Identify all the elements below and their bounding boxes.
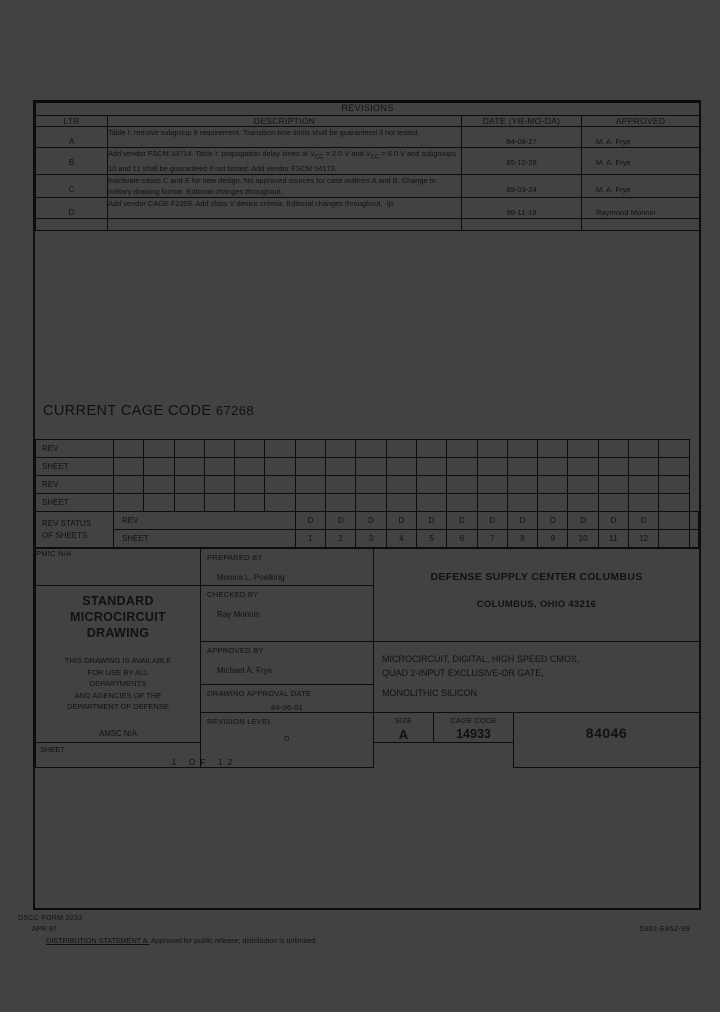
drawing-description bbox=[374, 642, 699, 700]
rev-status-rev-row bbox=[36, 512, 699, 530]
sheet-number-value: 9 bbox=[538, 530, 568, 548]
rev-sheet-empty-cell bbox=[507, 440, 537, 458]
table-row bbox=[36, 148, 700, 175]
rev-sheet-empty-cell bbox=[235, 476, 265, 494]
rev-sheet-empty-cell bbox=[659, 494, 689, 512]
sheet-number-value: 11 bbox=[598, 530, 628, 548]
rev-status-line2: OF SHEETS bbox=[42, 530, 88, 540]
sheet-number-value: 12 bbox=[629, 530, 659, 548]
rev-sheet-empty-cell bbox=[295, 458, 325, 476]
empty-cell bbox=[462, 219, 582, 231]
rev-sheet-empty-cell bbox=[447, 458, 477, 476]
sheet-number-value: 7 bbox=[477, 530, 507, 548]
rev-sheet-empty-cell bbox=[235, 494, 265, 512]
amsc-value: AMSC N/A bbox=[99, 728, 137, 738]
rev-sheet-empty-cell bbox=[507, 476, 537, 494]
revision-description: Add vendor CAGE F2359. Add class V device criteria. Editorial changes throughout. -ljs bbox=[108, 198, 462, 219]
rev-sheet-empty-cell bbox=[295, 494, 325, 512]
rev-sheet-empty-cell bbox=[598, 440, 628, 458]
rev-sheet-empty-cell bbox=[295, 476, 325, 494]
vcc-subscript: CC bbox=[370, 154, 380, 161]
rev-sheet-empty-cell bbox=[204, 476, 234, 494]
approval-date-value: 84-06-01 bbox=[271, 703, 303, 713]
availability-line4: AND AGENCIES OF THE bbox=[74, 690, 162, 700]
rev-status-value: D bbox=[356, 512, 386, 530]
rev-sheet-empty-cell bbox=[538, 494, 568, 512]
smd-title-line1: STANDARD bbox=[82, 594, 154, 609]
rev-sheet-empty-cell bbox=[326, 440, 356, 458]
smd-title-line3: DRAWING bbox=[86, 626, 150, 641]
rev-sheet-empty-cell bbox=[326, 476, 356, 494]
rev-status-value: D bbox=[538, 512, 568, 530]
revision-letter: B bbox=[36, 148, 108, 175]
form-number: DSCC FORM 2233 bbox=[18, 913, 83, 922]
sheet-number-value: 2 bbox=[326, 530, 356, 548]
sheet-number-value: 6 bbox=[447, 530, 477, 548]
rev-sheet-empty-cell bbox=[356, 476, 386, 494]
agency-name: DEFENSE SUPPLY CENTER COLUMBUS bbox=[430, 571, 643, 584]
rev-sheet-empty-cell bbox=[326, 494, 356, 512]
rev-sheet-empty-cell bbox=[265, 476, 295, 494]
sheet-number-value: 5 bbox=[416, 530, 446, 548]
distribution-statement bbox=[18, 934, 702, 946]
rev-sheet-empty-cell bbox=[235, 458, 265, 476]
sheet-row-label: SHEET bbox=[114, 530, 296, 548]
rev-sheet-empty-cell bbox=[114, 476, 144, 494]
rev-sheet-empty-cell bbox=[659, 440, 689, 458]
rev-sheet-empty-cell bbox=[265, 494, 295, 512]
rev-sheet-empty-cell bbox=[144, 476, 174, 494]
rev-sheet-row-label: SHEET bbox=[36, 458, 114, 476]
page-footer bbox=[18, 912, 702, 946]
rev-status-sheet-row bbox=[36, 530, 699, 548]
approval-date-label: DRAWING APPROVAL DATE bbox=[207, 689, 312, 699]
rev-sheet-blank-row bbox=[36, 476, 699, 494]
approval-date-cell bbox=[201, 685, 374, 713]
approved-by-name: Michael A. Frye bbox=[217, 666, 273, 676]
col-header-date: DATE (YR-MO-DA) bbox=[462, 116, 582, 127]
checked-by-label: CHECKED BY bbox=[207, 590, 259, 600]
desc-line2: QUAD 2-INPUT EXCLUSIVE-OR GATE, bbox=[382, 668, 544, 679]
revision-description-mid: = 2.0 V and V bbox=[323, 149, 371, 158]
revision-date: 89-03-24 bbox=[462, 175, 582, 198]
rev-status-line1: REV STATUS bbox=[42, 518, 92, 528]
sheet-label: SHEET bbox=[40, 745, 65, 755]
prepared-by-name: Monica L. Poelking bbox=[217, 573, 285, 583]
availability-line2: FOR USE BY ALL bbox=[87, 667, 149, 677]
cage-code-cell bbox=[434, 713, 514, 743]
rev-sheet-empty-cell bbox=[659, 476, 689, 494]
rev-status-value: D bbox=[477, 512, 507, 530]
pmic-cell: PMIC N/A bbox=[36, 549, 201, 586]
table-row bbox=[36, 127, 700, 148]
document-code: 5962-E452-99 bbox=[639, 924, 690, 933]
prepared-by-cell bbox=[201, 549, 374, 586]
current-cage-code bbox=[43, 403, 254, 419]
rev-sheet-empty-cell bbox=[326, 458, 356, 476]
rev-sheet-empty-cell bbox=[174, 476, 204, 494]
cage-code-value: 14933 bbox=[456, 727, 491, 742]
rev-status-value: D bbox=[568, 512, 598, 530]
revision-date: 99-11-19 bbox=[462, 198, 582, 219]
sheet-number-value: 3 bbox=[356, 530, 386, 548]
rev-sheet-empty-cell bbox=[295, 440, 325, 458]
rev-sheet-empty-cell bbox=[598, 458, 628, 476]
desc-line3: MONOLITHIC SILICON bbox=[382, 688, 478, 699]
empty-cell bbox=[108, 219, 462, 231]
rev-sheet-empty-cell bbox=[568, 476, 598, 494]
rev-sheet-row-label: REV bbox=[36, 440, 114, 458]
title-block-row-1 bbox=[36, 549, 700, 586]
revision-approved: M. A. Frye bbox=[582, 127, 700, 148]
rev-sheet-empty-cell bbox=[174, 440, 204, 458]
form-date: APR 97 bbox=[32, 924, 57, 933]
availability-line1: THIS DRAWING IS AVAILABLE bbox=[64, 656, 172, 666]
rev-sheet-empty-cell bbox=[204, 458, 234, 476]
col-header-approved: APPROVED bbox=[582, 116, 700, 127]
rev-sheet-empty-cell bbox=[568, 494, 598, 512]
table-row bbox=[36, 175, 700, 198]
rev-status-value: D bbox=[386, 512, 416, 530]
rev-sheet-blank-row bbox=[36, 440, 699, 458]
availability-notice bbox=[36, 641, 200, 713]
rev-sheet-empty-cell bbox=[386, 494, 416, 512]
revision-description-post: = 6.0 V and subgroups 10 and 11 shall be guaranteed if not tested. Add vendor FSCM 04173. bbox=[108, 149, 456, 174]
rev-sheet-blank-row bbox=[36, 494, 699, 512]
rev-sheet-empty-cell bbox=[568, 440, 598, 458]
rev-sheet-empty-cell bbox=[447, 440, 477, 458]
rev-sheet-empty-cell bbox=[356, 440, 386, 458]
rev-status-value-empty bbox=[659, 512, 689, 530]
rev-sheet-empty-cell bbox=[144, 494, 174, 512]
revision-level-label: REVISION LEVEL bbox=[207, 717, 272, 727]
sheet-number-value: 8 bbox=[507, 530, 537, 548]
rev-sheet-empty-cell bbox=[659, 458, 689, 476]
rev-sheet-empty-cell bbox=[507, 494, 537, 512]
rev-sheet-empty-cell bbox=[386, 476, 416, 494]
smd-title bbox=[36, 586, 200, 641]
desc-spacer bbox=[382, 680, 699, 686]
revision-approved: M. A. Frye bbox=[582, 148, 700, 175]
size-label: SIZE bbox=[394, 716, 413, 726]
rev-sheet-empty-cell bbox=[477, 440, 507, 458]
rev-sheet-empty-cell bbox=[265, 458, 295, 476]
rev-sheet-empty-cell bbox=[477, 494, 507, 512]
rev-sheet-empty-cell bbox=[538, 476, 568, 494]
checked-by-cell bbox=[201, 586, 374, 642]
revision-description-pre: Add vendor FSCM 18714. Table I: propagation delay times at V bbox=[108, 149, 315, 158]
rev-sheet-empty-cell bbox=[416, 458, 446, 476]
drawing-number-cell bbox=[514, 713, 700, 768]
agency-location: COLUMBUS, OHIO 43216 bbox=[476, 599, 597, 611]
rev-sheet-empty-cell bbox=[477, 458, 507, 476]
rev-sheet-empty-cell bbox=[265, 440, 295, 458]
rev-sheet-empty-cell bbox=[144, 440, 174, 458]
distribution-statement-heading: DISTRIBUTION STATEMENT A. bbox=[46, 936, 150, 945]
empty-cell bbox=[36, 219, 108, 231]
revision-approved: Raymond Monnin bbox=[582, 198, 700, 219]
rev-sheet-empty-cell bbox=[204, 494, 234, 512]
table-row bbox=[36, 198, 700, 219]
vcc-subscript: CC bbox=[314, 154, 324, 161]
approved-by-label: APPROVED BY bbox=[207, 646, 264, 656]
revisions-title-row bbox=[36, 103, 700, 116]
rev-sheet-empty-cell bbox=[174, 494, 204, 512]
rev-status-value: D bbox=[629, 512, 659, 530]
rev-sheet-empty-cell bbox=[629, 458, 659, 476]
rev-sheet-empty-cell bbox=[507, 458, 537, 476]
cage-code-area bbox=[35, 231, 699, 439]
rev-sheet-empty-cell bbox=[356, 494, 386, 512]
rev-sheet-empty-cell bbox=[629, 440, 659, 458]
revisions-table bbox=[35, 102, 700, 231]
rev-sheet-empty-cell bbox=[356, 458, 386, 476]
rev-sheet-empty-cell bbox=[114, 458, 144, 476]
rev-sheet-empty-cell bbox=[598, 494, 628, 512]
size-cell bbox=[374, 713, 434, 743]
rev-sheet-row-label: SHEET bbox=[36, 494, 114, 512]
rev-sheet-empty-cell bbox=[477, 476, 507, 494]
rev-sheet-empty-cell bbox=[538, 440, 568, 458]
sheet-cell bbox=[36, 743, 374, 768]
col-header-description: DESCRIPTION bbox=[108, 116, 462, 127]
sheet-number-value: 4 bbox=[386, 530, 416, 548]
agency-cell bbox=[374, 549, 700, 642]
rev-sheet-blank-row bbox=[36, 458, 699, 476]
current-cage-code-value: 67268 bbox=[215, 403, 255, 419]
rev-sheet-empty-cell bbox=[204, 440, 234, 458]
availability-line3: DEPARTMENTS bbox=[89, 679, 147, 689]
rev-sheet-empty-cell bbox=[235, 440, 265, 458]
rev-status-label bbox=[36, 512, 114, 548]
revision-description bbox=[108, 148, 462, 175]
title-block bbox=[35, 548, 700, 768]
revision-date: 85-10-28 bbox=[462, 148, 582, 175]
revision-letter: A bbox=[36, 127, 108, 148]
rev-sheet-empty-cell bbox=[629, 494, 659, 512]
rev-sheet-empty-cell bbox=[114, 494, 144, 512]
rev-status-value: D bbox=[598, 512, 628, 530]
sheet-value: 1 OF 12 bbox=[171, 757, 238, 768]
sheet-number-value: 1 bbox=[295, 530, 325, 548]
drawing-description-cell bbox=[374, 642, 700, 713]
rev-sheet-empty-cell bbox=[538, 458, 568, 476]
col-header-ltr: LTR bbox=[36, 116, 108, 127]
revisions-header-row bbox=[36, 116, 700, 127]
rev-sheet-empty-cell bbox=[416, 476, 446, 494]
sheet-number-value: 10 bbox=[568, 530, 598, 548]
revision-description: Inactivate cases C and E for new design. No approved sources for case outlines A and B. Change to military drawing format. Editorial changes throughout. bbox=[108, 175, 462, 198]
sheet-number-value-empty bbox=[659, 530, 689, 548]
desc-line1: MICROCIRCUIT, DIGITAL, HIGH SPEED CMOS, bbox=[382, 654, 580, 665]
revision-letter: C bbox=[36, 175, 108, 198]
rev-sheet-empty-cell bbox=[568, 458, 598, 476]
cage-code-label: CAGE CODE bbox=[450, 716, 497, 726]
rev-status-grid bbox=[35, 439, 699, 548]
rev-sheet-row-label: REV bbox=[36, 476, 114, 494]
empty-cell bbox=[582, 219, 700, 231]
rev-status-value: D bbox=[447, 512, 477, 530]
rev-sheet-empty-cell bbox=[598, 476, 628, 494]
smd-and-availability-cell bbox=[36, 586, 201, 743]
sheet-number-value-empty bbox=[689, 530, 698, 548]
revisions-title: REVISIONS bbox=[36, 103, 700, 116]
rev-sheet-empty-cell bbox=[629, 476, 659, 494]
rev-sheet-empty-cell bbox=[144, 458, 174, 476]
table-row-empty bbox=[36, 219, 700, 231]
rev-sheet-empty-cell bbox=[447, 476, 477, 494]
rev-sheet-empty-cell bbox=[416, 494, 446, 512]
rev-sheet-empty-cell bbox=[386, 458, 416, 476]
revision-description: Table I: remove subgroup 8 requirement. Transition time limits shall be guaranteed if not tested. bbox=[108, 127, 462, 148]
distribution-statement-text: Approved for public release; distribution is unlimited. bbox=[151, 936, 318, 945]
approved-by-cell bbox=[201, 642, 374, 685]
drawing-number: 84046 bbox=[585, 725, 628, 742]
revision-letter: D bbox=[36, 198, 108, 219]
rev-status-value-empty bbox=[689, 512, 698, 530]
rev-sheet-empty-cell bbox=[447, 494, 477, 512]
revision-approved: M. A. Frye bbox=[582, 175, 700, 198]
rev-status-value: D bbox=[295, 512, 325, 530]
rev-sheet-empty-cell bbox=[114, 440, 144, 458]
drawing-frame bbox=[33, 100, 701, 910]
revision-date: 84-08-27 bbox=[462, 127, 582, 148]
prepared-by-label: PREPARED BY bbox=[207, 553, 263, 563]
checked-by-name: Ray Monnin bbox=[217, 610, 260, 620]
size-value: A bbox=[398, 727, 409, 743]
rev-sheet-empty-cell bbox=[386, 440, 416, 458]
current-cage-code-label: CURRENT CAGE CODE bbox=[43, 403, 212, 420]
rev-status-value: D bbox=[326, 512, 356, 530]
rev-status-value: D bbox=[416, 512, 446, 530]
rev-status-value: D bbox=[507, 512, 537, 530]
revision-level-value: D bbox=[284, 734, 290, 744]
rev-sheet-empty-cell bbox=[174, 458, 204, 476]
rev-sheet-empty-cell bbox=[416, 440, 446, 458]
smd-title-line2: MICROCIRCUIT bbox=[70, 610, 166, 625]
rev-row-label: REV bbox=[114, 512, 296, 530]
availability-line5: DEPARTMENT OF DEFENSE bbox=[66, 702, 170, 712]
